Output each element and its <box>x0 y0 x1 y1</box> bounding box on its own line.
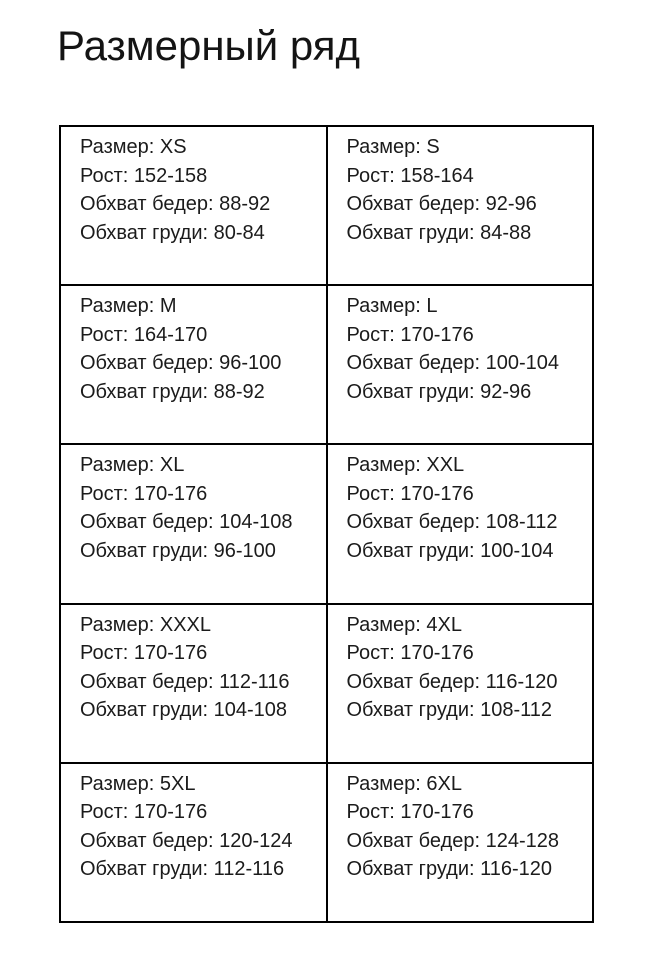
size-line: Размер: L <box>346 295 438 318</box>
hips-line: Обхват бедер: 96-100 <box>80 352 282 375</box>
size-cell-xs <box>60 126 327 285</box>
hips-line: Обхват бедер: 100-104 <box>346 352 559 375</box>
hips-line: Обхват бедер: 116-120 <box>346 670 558 693</box>
height-line: Рост: 170-176 <box>80 642 208 665</box>
size-line: Размер: XS <box>80 136 187 158</box>
height-line: Рост: 170-176 <box>346 801 474 824</box>
hips-line: Обхват бедер: 104-108 <box>80 511 293 534</box>
height-line: Рост: 170-176 <box>346 482 474 505</box>
table-row <box>60 763 593 922</box>
height-line: Рост: 170-176 <box>346 642 474 665</box>
hips-line: Обхват бедер: 108-112 <box>346 511 558 534</box>
size-cell-xxl <box>327 444 594 603</box>
size-line: Размер: 5XL <box>80 772 196 795</box>
hips-line: Обхват бедер: 92-96 <box>346 193 537 215</box>
size-cell-l <box>327 285 594 444</box>
size-line: Размер: 6XL <box>346 772 462 795</box>
size-line: Размер: XXXL <box>80 613 211 636</box>
chest-line: Обхват груди: 92-96 <box>346 380 532 403</box>
size-cell-m <box>60 285 327 444</box>
height-line: Рост: 152-158 <box>80 164 208 187</box>
chest-line: Обхват груди: 116-120 <box>346 858 553 881</box>
height-line: Рост: 158-164 <box>346 164 474 187</box>
chest-line: Обхват груди: 108-112 <box>346 699 553 722</box>
hips-line: Обхват бедер: 88-92 <box>80 193 271 215</box>
size-cell-4xl <box>327 604 594 763</box>
height-line: Рост: 170-176 <box>80 482 208 505</box>
chest-line: Обхват груди: 80-84 <box>80 221 265 244</box>
height-line: Рост: 170-176 <box>80 801 208 824</box>
size-cell-6xl <box>327 763 594 922</box>
hips-line: Обхват бедер: 120-124 <box>80 829 293 852</box>
size-table <box>59 125 594 923</box>
height-line: Рост: 170-176 <box>346 323 474 346</box>
chest-line: Обхват груди: 84-88 <box>346 221 532 244</box>
size-line: Размер: M <box>80 295 177 318</box>
size-line: Размер: S <box>346 136 440 158</box>
size-table-body <box>60 126 593 922</box>
chest-line: Обхват груди: 88-92 <box>80 380 265 403</box>
table-row <box>60 604 593 763</box>
chest-line: Обхват груди: 112-116 <box>80 858 285 881</box>
hips-line: Обхват бедер: 112-116 <box>80 670 290 693</box>
hips-line: Обхват бедер: 124-128 <box>346 829 559 852</box>
size-cell-5xl <box>60 763 327 922</box>
chest-line: Обхват груди: 100-104 <box>346 539 554 562</box>
table-row <box>60 444 593 603</box>
table-row <box>60 285 593 444</box>
size-cell-s <box>327 126 594 285</box>
size-cell-xxxl <box>60 604 327 763</box>
chest-line: Обхват груди: 104-108 <box>80 699 288 722</box>
size-line: Размер: 4XL <box>346 613 462 636</box>
size-cell-xl <box>60 444 327 603</box>
size-line: Размер: XXL <box>346 454 465 477</box>
size-line: Размер: XL <box>80 454 185 477</box>
chest-line: Обхват груди: 96-100 <box>80 539 276 562</box>
page-title: Размерный ряд <box>57 22 361 69</box>
table-row <box>60 126 593 285</box>
height-line: Рост: 164-170 <box>80 323 208 346</box>
